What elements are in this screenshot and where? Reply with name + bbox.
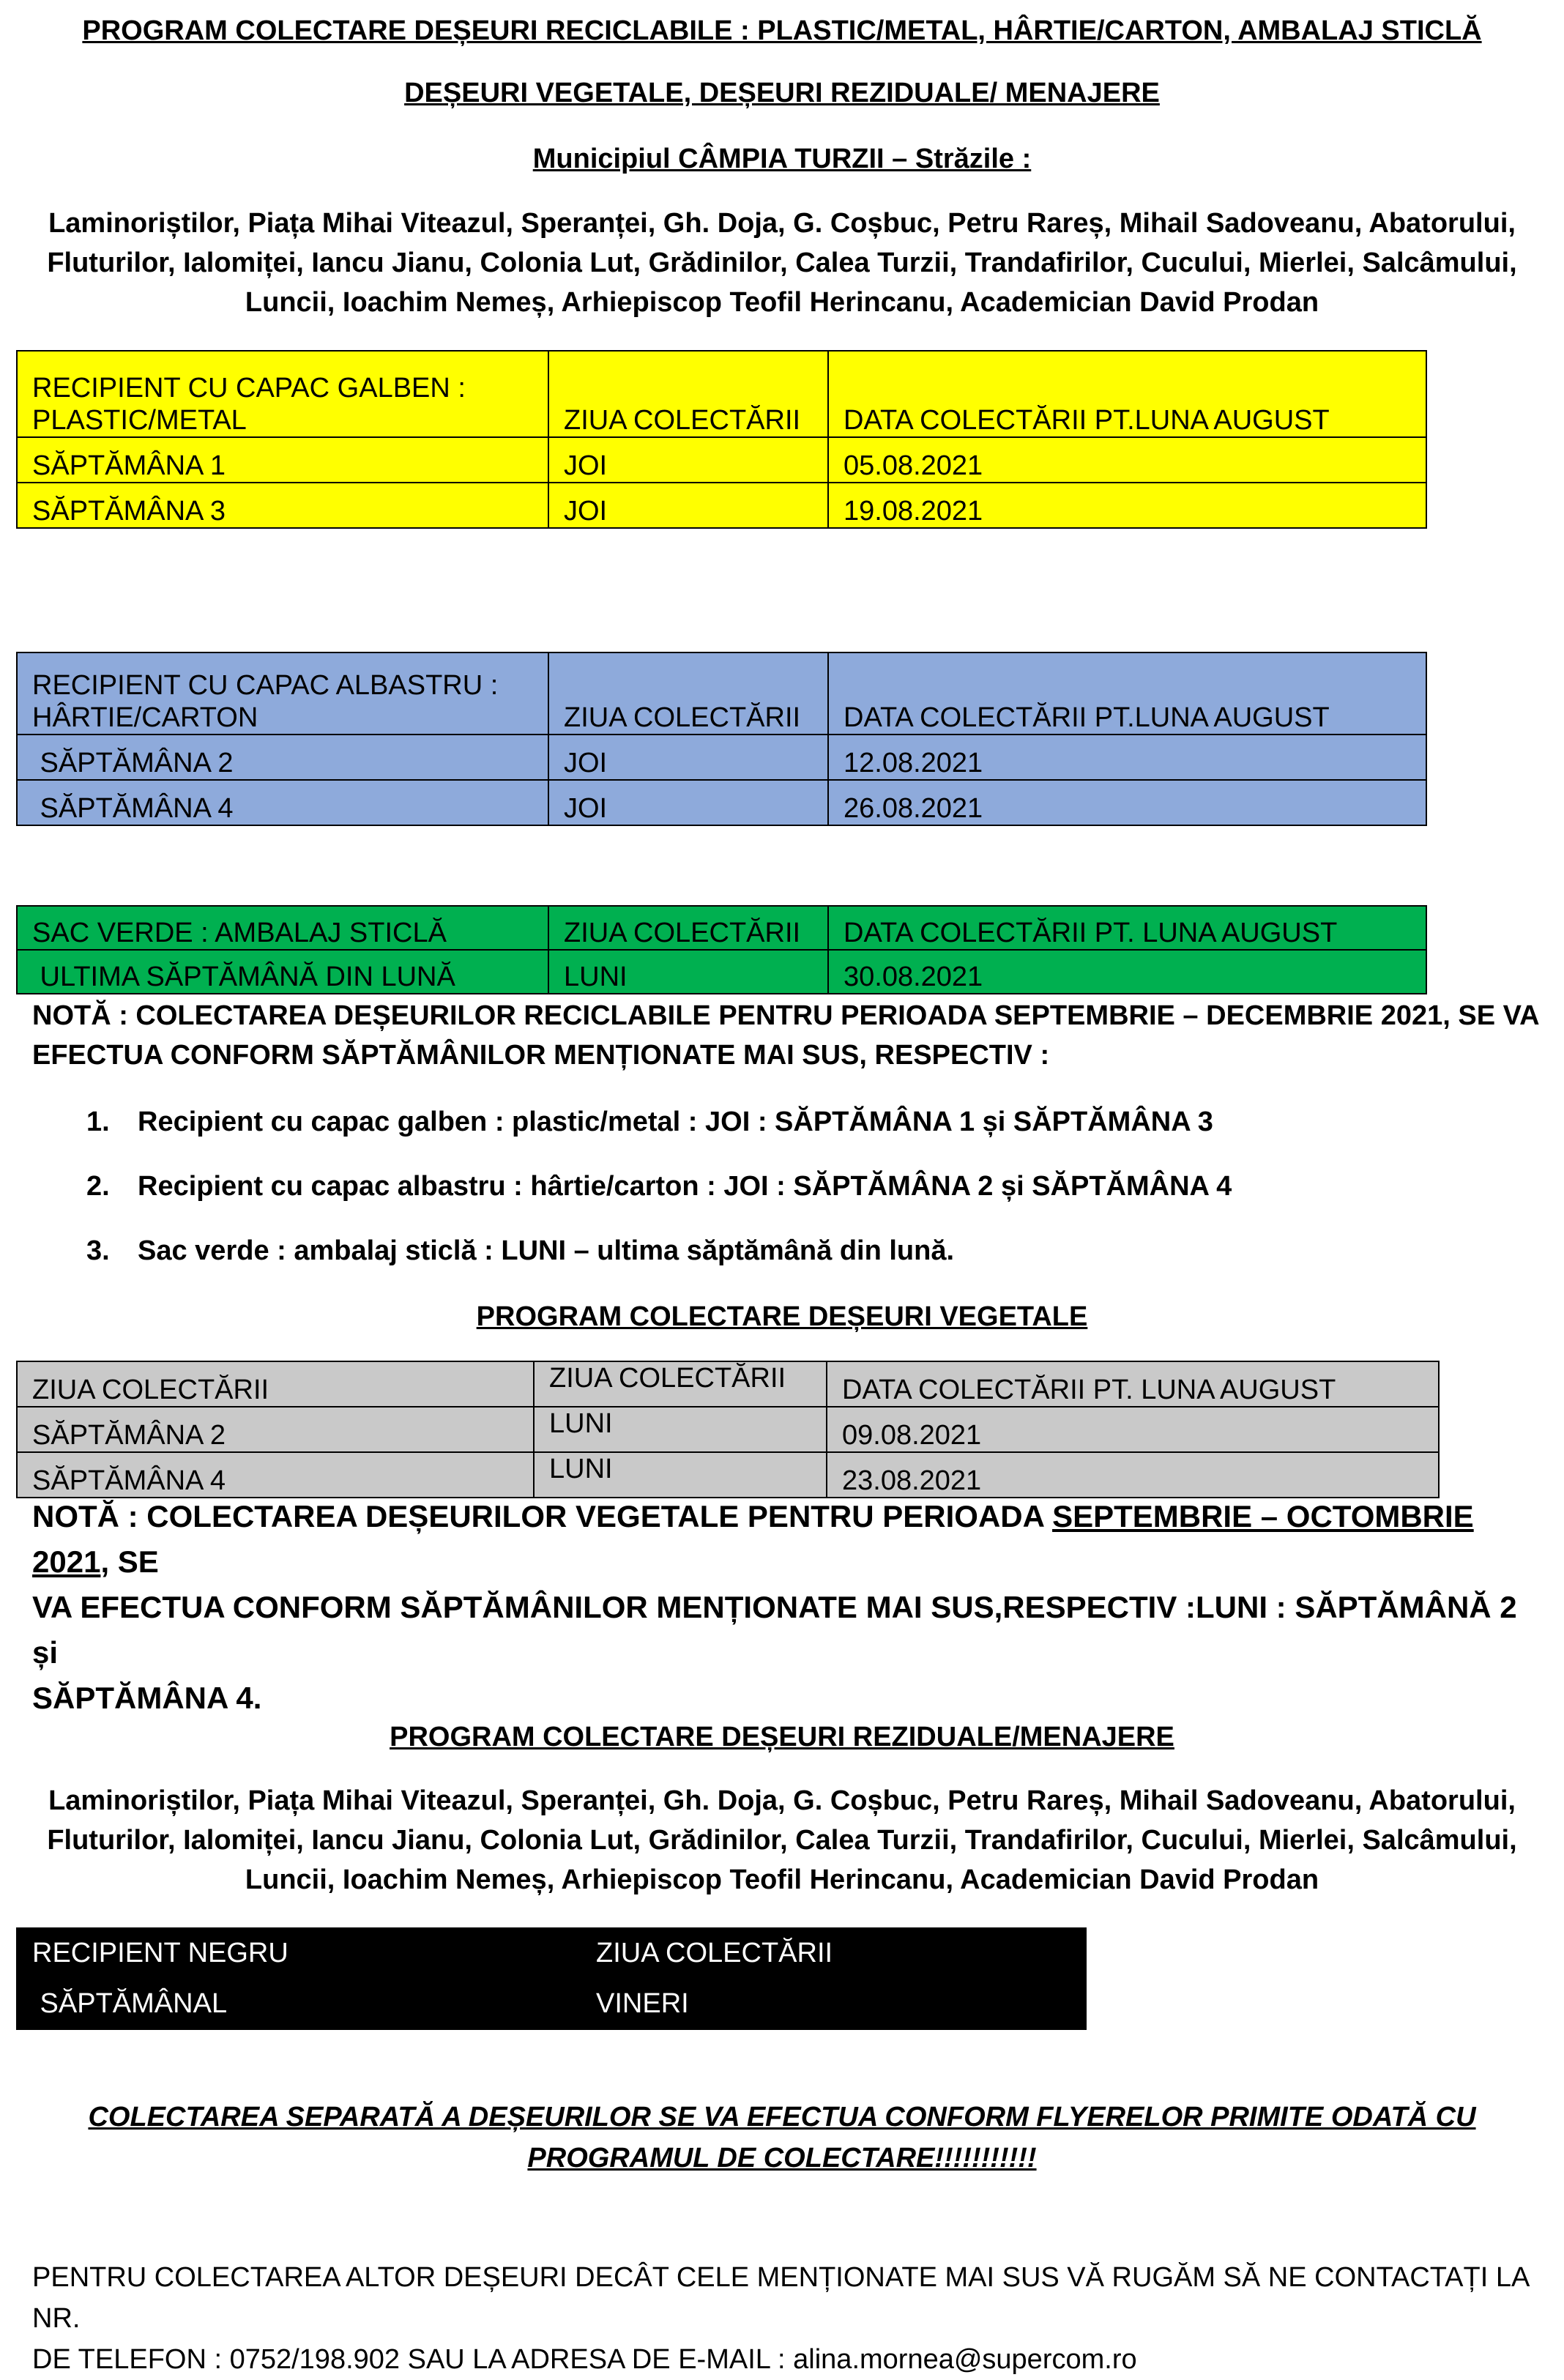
table-row [17,950,1426,994]
table-row [17,735,1426,780]
table-row [17,483,1426,528]
table-header-cell: ZIUA COLECTĂRII [548,351,828,437]
table-cell: LUNI [548,950,828,994]
table-cell: SĂPTĂMÂNA 1 [17,437,548,483]
table-cell: LUNI [534,1407,827,1452]
rules-list [86,1106,1232,1299]
table-header-row [17,351,1426,437]
table-cell: JOI [548,735,828,780]
table-header-row [17,906,1426,950]
table-cell: 09.08.2021 [827,1407,1439,1452]
streets-list-residual [22,1781,1542,1900]
title-line-3: Municipiul CÂMPIA TURZII – Străzile : [532,144,1032,174]
list-item: 2. Recipient cu capac albastru : hârtie/carton : JOI : SĂPTĂMÂNA 2 și SĂPTĂMÂNA 4 [86,1171,1232,1202]
streets-line: Laminoriștilor, Piața Mihai Viteazul, Speranței, Gh. Doja, G. Coșbuc, Petru Rareș, Mihail Sadoveanu, Abatorului, [48,1785,1516,1816]
plastic-metal-schedule-table [16,350,1427,529]
residual-schedule-table [16,1927,1087,2030]
list-item: 3. Sac verde : ambalaj sticlă : LUNI – ultima săptămână din lună. [86,1235,955,1266]
table-header-cell: SAC VERDE : AMBALAJ STICLĂ [17,906,548,950]
vegetal-schedule-table [16,1361,1440,1498]
table-header-row [17,1361,1439,1407]
table-cell: ULTIMA SĂPTĂMÂNĂ DIN LUNĂ [17,950,548,994]
note-recyclable [32,996,1541,1075]
table-cell: SĂPTĂMÂNA 3 [17,483,548,528]
table-cell: RECIPIENT NEGRU [17,1928,581,1978]
streets-line: Luncii, Ioachim Nemeș, Arhiepiscop Teofil Herincanu, Academician David Prodan [245,1864,1319,1895]
table-header-cell: ZIUA COLECTĂRII [534,1361,827,1407]
table-row [17,1452,1439,1498]
note-line: NOTĂ : COLECTAREA DEȘEURILOR VEGETALE PENTRU PERIOADA SEPTEMBRIE – OCTOMBRIE 2021, SE [32,1499,1474,1579]
table-header-cell: DATA COLECTĂRII PT. LUNA AUGUST [827,1361,1439,1407]
note-line: EFECTUA CONFORM SĂPTĂMÂNILOR MENȚIONATE MAI SUS, RESPECTIV : [32,1040,1050,1071]
streets-line: Luncii, Ioachim Nemeș, Arhiepiscop Teofil Herincanu, Academician David Prodan [245,287,1319,318]
table-cell: VINERI [581,1978,1086,2029]
streets-list [22,204,1542,322]
table-cell: SĂPTĂMÂNAL [17,1978,581,2029]
paper-carton-schedule-table [16,652,1427,826]
table-cell: 23.08.2021 [827,1452,1439,1498]
table-row [17,437,1426,483]
note-line: SĂPTĂMÂNA 4. [32,1681,262,1715]
title-line-1: PROGRAM COLECTARE DEȘEURI RECICLABILE : PLASTIC/METAL, HÂRTIE/CARTON, AMBALAJ STICLĂ [82,15,1482,46]
contact-info [32,2257,1548,2380]
table-header-cell: RECIPIENT CU CAPAC GALBEN : PLASTIC/METAL [17,351,548,437]
table-cell: SĂPTĂMÂNA 4 [17,1452,534,1498]
streets-line: Fluturilor, Ialomiței, Iancu Jianu, Colonia Lut, Grădinilor, Calea Turzii, Trandafirilor, Cucului, Mierlei, Salcâmului, [47,248,1517,278]
table-header-cell: DATA COLECTĂRII PT. LUNA AUGUST [828,906,1426,950]
table-header-row [17,652,1426,735]
table-header-cell: RECIPIENT CU CAPAC ALBASTRU : HÂRTIE/CARTON [17,652,548,735]
list-item: 1. Recipient cu capac galben : plastic/metal : JOI : SĂPTĂMÂNA 1 și SĂPTĂMÂNA 3 [86,1107,1213,1137]
table-row [17,1407,1439,1452]
table-cell: JOI [548,780,828,825]
contact-line: PENTRU COLECTAREA ALTOR DEȘEURI DECÂT CELE MENȚIONATE MAI SUS VĂ RUGĂM SĂ NE CONTACTAȚI LA NR. [32,2262,1529,2334]
table-cell: 19.08.2021 [828,483,1426,528]
table-cell: LUNI [534,1452,827,1498]
glass-schedule-table [16,905,1427,994]
table-cell: SĂPTĂMÂNA 2 [17,735,548,780]
contact-line: DE TELEFON : 0752/198.902 SAU LA ADRESA DE E-MAIL : alina.mornea@supercom.ro [32,2344,1137,2375]
note-line: VA EFECTUA CONFORM SĂPTĂMÂNILOR MENȚIONATE MAI SUS,RESPECTIV :LUNI : SĂPTĂMÂNĂ 2 și [32,1590,1517,1670]
table-cell: ZIUA COLECTĂRII [581,1928,1086,1978]
table-cell: SĂPTĂMÂNA 2 [17,1407,534,1452]
table-row [17,780,1426,825]
table-header-cell: ZIUA COLECTĂRII [548,652,828,735]
table-header-cell: DATA COLECTĂRII PT.LUNA AUGUST [828,652,1426,735]
table-cell: 26.08.2021 [828,780,1426,825]
streets-line: Laminoriștilor, Piața Mihai Viteazul, Speranței, Gh. Doja, G. Coșbuc, Petru Rareș, Mihail Sadoveanu, Abatorului, [48,208,1516,239]
table-header-cell: ZIUA COLECTĂRII [548,906,828,950]
table-cell: 05.08.2021 [828,437,1426,483]
streets-line: Fluturilor, Ialomiței, Iancu Jianu, Colonia Lut, Grădinilor, Calea Turzii, Trandafirilor, Cucului, Mierlei, Salcâmului, [47,1825,1517,1856]
residual-title: PROGRAM COLECTARE DEȘEURI REZIDUALE/MENAJERE [390,1722,1174,1752]
table-cell: 12.08.2021 [828,735,1426,780]
table-row [17,1928,1086,1978]
vegetal-title: PROGRAM COLECTARE DEȘEURI VEGETALE [476,1301,1088,1332]
table-header-cell: DATA COLECTĂRII PT.LUNA AUGUST [828,351,1426,437]
note-vegetal [32,1494,1548,1721]
table-cell: SĂPTĂMÂNA 4 [17,780,548,825]
table-cell: JOI [548,437,828,483]
table-header-cell: ZIUA COLECTĂRII [17,1361,534,1407]
notice-line: COLECTAREA SEPARATĂ A DEȘEURILOR SE VA EFECTUA CONFORM FLYERELOR PRIMITE ODATĂ CU [88,2102,1476,2132]
note-line: NOTĂ : COLECTAREA DEȘEURILOR RECICLABILE PENTRU PERIOADA SEPTEMBRIE – DECEMBRIE 2021, SE VA [32,1000,1540,1031]
table-row [17,1978,1086,2029]
notice-line: PROGRAMUL DE COLECTARE!!!!!!!!!!! [527,2143,1037,2173]
title-line-2: DEȘEURI VEGETALE, DEȘEURI REZIDUALE/ MENAJERE [404,78,1160,108]
separate-collection-notice [0,2097,1564,2179]
table-cell: 30.08.2021 [828,950,1426,994]
table-cell: JOI [548,483,828,528]
